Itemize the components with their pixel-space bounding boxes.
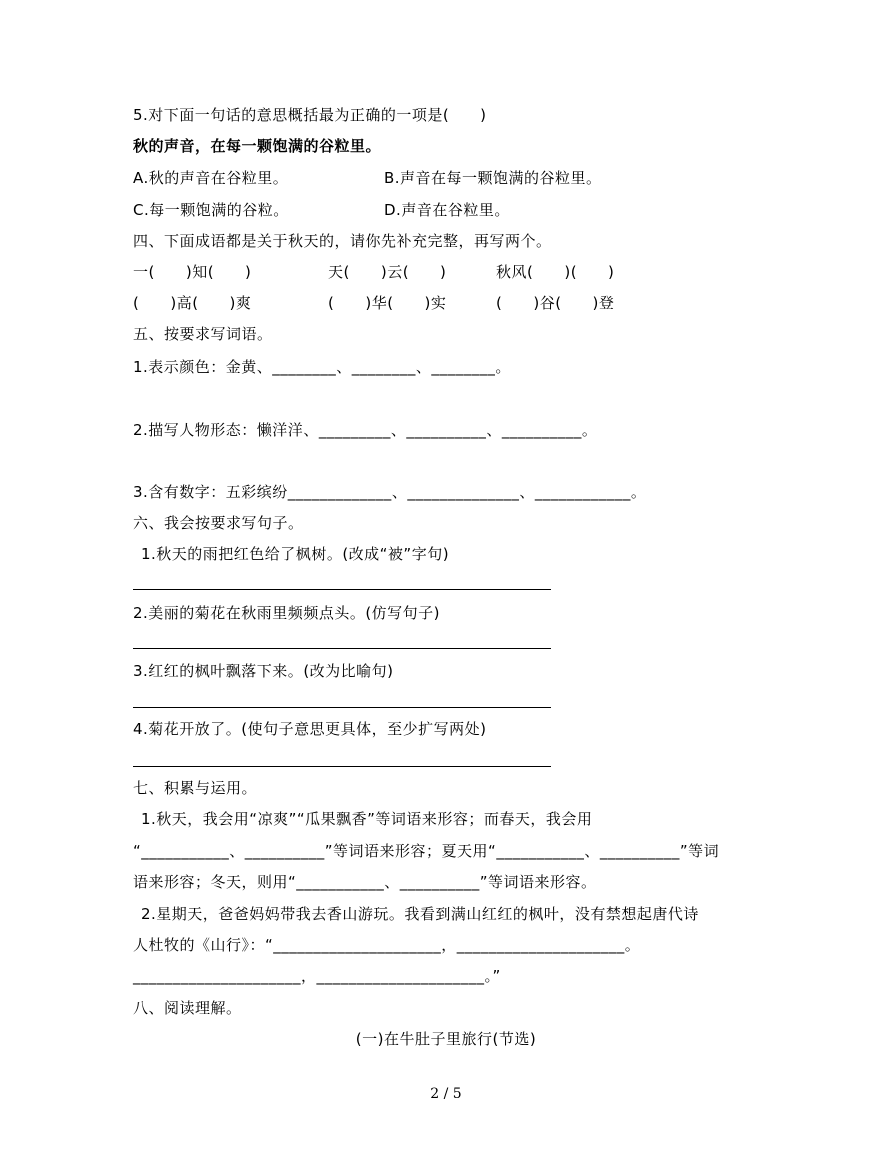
q5-option-a: A.秋的声音在谷粒里。 (133, 169, 289, 187)
idiom-blank: 天( )云( ) (328, 263, 447, 281)
section5-item-3: 3.含有数字：五彩缤纷_____________、______________、____________。 (133, 483, 647, 501)
answer-line (133, 766, 551, 767)
section4-heading: 四、下面成语都是关于秋天的，请你先补充完整，再写两个。 (133, 232, 552, 250)
section6-heading: 六、我会按要求写句子。 (133, 514, 304, 532)
answer-line (133, 589, 551, 590)
answer-line (133, 648, 551, 649)
q5-sentence: 秋的声音，在每一颗饱满的谷粒里。 (133, 137, 382, 155)
section5-item-1: 1.表示颜色：金黄、________、________、________。 (133, 358, 511, 376)
section6-item-1: 1.秋天的雨把红色给了枫树。(改成“被”字句) (141, 545, 450, 563)
section6-item-4: 4.菊花开放了。(使句子意思更具体，至少扩写两处) (133, 720, 487, 738)
q5-stem: 5.对下面一句话的意思概括最为正确的一项是( ) (133, 106, 487, 124)
section5-heading: 五、按要求写词语。 (133, 325, 273, 343)
section7-item-1-line-3: 语来形容；冬天，则用“___________、__________”等词语来形容。 (133, 873, 597, 891)
page-number: 2 / 5 (430, 1086, 462, 1102)
idiom-blank: 一( )知( ) (133, 263, 252, 281)
section8-heading: 八、阅读理解。 (133, 999, 242, 1017)
idiom-blank: ( )谷( )登 (496, 294, 615, 312)
idiom-blank: ( )华( )实 (328, 294, 447, 312)
section5-item-2: 2.描写人物形态：懒洋洋、_________、__________、__________。 (133, 421, 598, 439)
section7-heading: 七、积累与运用。 (133, 779, 258, 797)
section6-item-2: 2.美丽的菊花在秋雨里频频点头。(仿写句子) (133, 604, 441, 622)
section7-item-2-line-3: _____________________，_____________________。” (133, 967, 501, 985)
idiom-blank: ( )高( )爽 (133, 294, 252, 312)
idiom-blank: 秋风( )( ) (496, 263, 615, 281)
section7-item-2-line-2: 人杜牧的《山行》：“_____________________，_____________________。 (133, 936, 641, 954)
answer-line (133, 707, 551, 708)
q5-option-d: D.声音在谷粒里。 (384, 201, 510, 219)
section7-item-1-line-2: “___________、__________”等词语来形容；夏天用“___________、__________”等词 (133, 842, 720, 860)
q5-option-b: B.声音在每一颗饱满的谷粒里。 (384, 169, 602, 187)
reading-title: (一)在牛肚子里旅行(节选) (355, 1030, 537, 1048)
section6-item-3: 3.红红的枫叶飘落下来。(改为比喻句) (133, 662, 394, 680)
section7-item-2-line-1: 2.星期天，爸爸妈妈带我去香山游玩。我看到满山红红的枫叶，没有禁想起唐代诗 (141, 905, 699, 923)
q5-option-c: C.每一颗饱满的谷粒。 (133, 201, 289, 219)
section7-item-1-line-1: 1.秋天，我会用“凉爽”“瓜果飘香”等词语来形容；而春天，我会用 (141, 810, 593, 828)
